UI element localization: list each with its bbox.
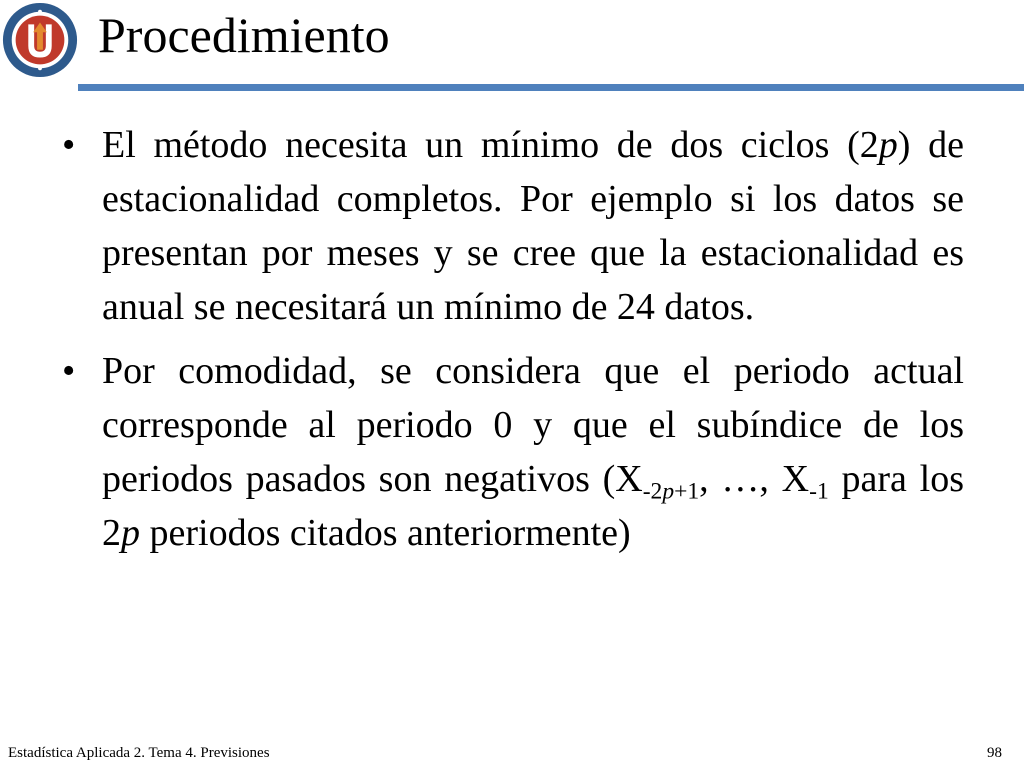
- university-seal-icon: [1, 1, 79, 79]
- page-number: 98: [987, 745, 1002, 761]
- title-divider: [78, 84, 1024, 91]
- variable-p: p: [121, 512, 140, 554]
- text-run: periodos citados anteriormente): [140, 512, 631, 554]
- bullet-mark: •: [62, 124, 76, 166]
- variable-p: p: [878, 124, 898, 166]
- footer-course-title: Estadística Aplicada 2. Tema 4. Previsiones: [8, 745, 270, 761]
- list-item: [62, 344, 964, 560]
- list-item: [62, 118, 964, 334]
- text-run: Por comodidad, se considera que el periodo actual corresponde al periodo 0 y que el subíndice de los periodos pasados son negativos (X: [102, 350, 964, 500]
- subscript: -1: [809, 478, 829, 505]
- subscript: [643, 479, 699, 505]
- text-run: ) de estacionalidad completos. Por ejemplo si los datos se presentan por meses y se cree que la estacionalidad es anual se necesitará un mínimo de 24 datos.: [102, 124, 964, 328]
- bullet-mark: •: [62, 350, 76, 392]
- bullet-list: [62, 118, 964, 560]
- subscript-part: +1: [674, 478, 700, 505]
- variable-p: p: [662, 478, 675, 505]
- text-run: , …, X: [699, 458, 810, 500]
- page-title: Procedimiento: [98, 7, 390, 63]
- text-run: El método necesita un mínimo de dos ciclos (2: [102, 124, 879, 166]
- text-run: para los 2: [102, 458, 964, 554]
- subscript-part: -2: [642, 478, 663, 505]
